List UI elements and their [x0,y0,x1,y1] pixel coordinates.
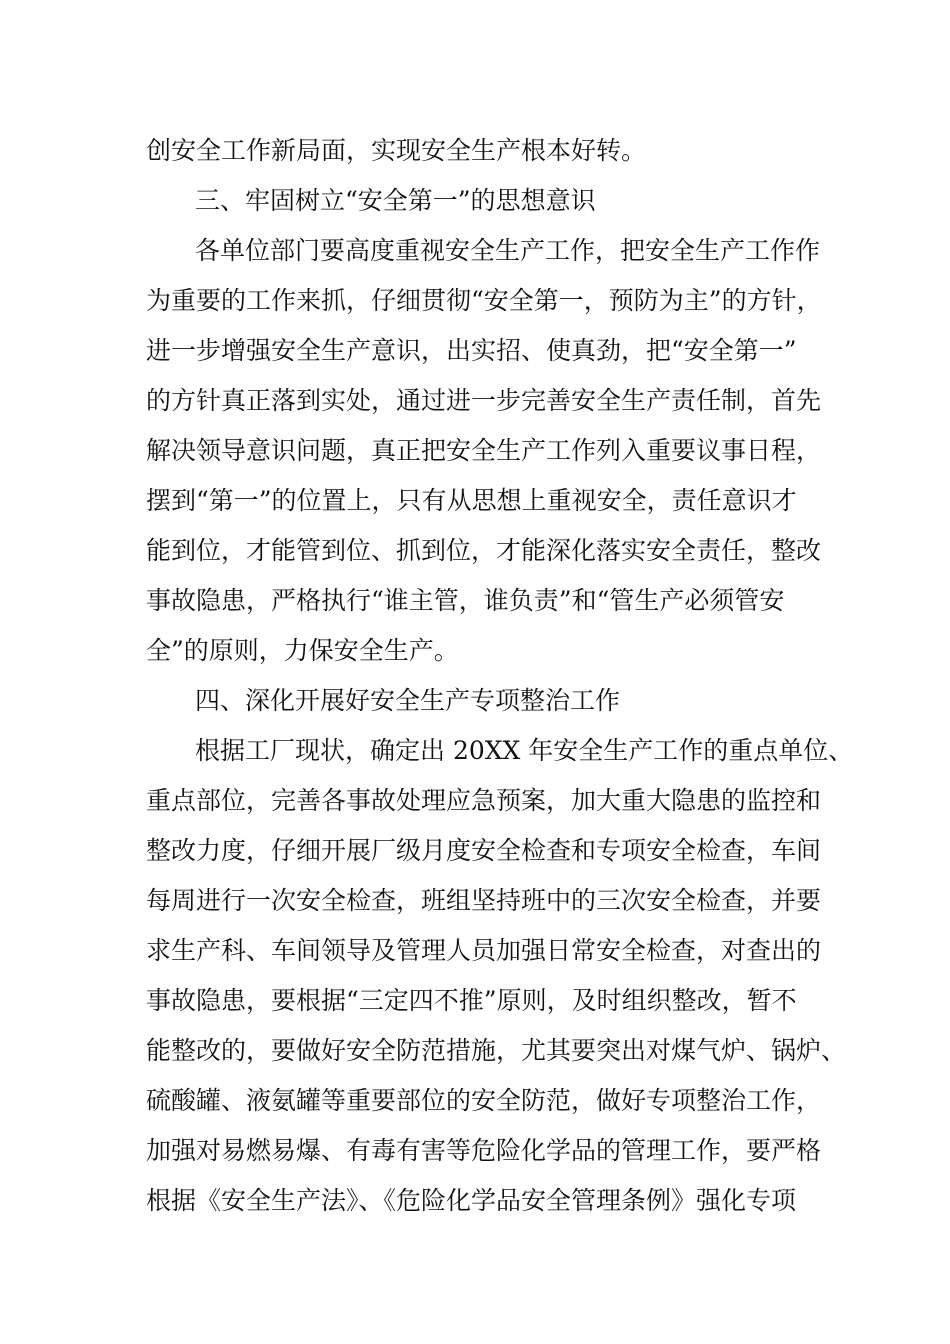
text-line: 摆到“第一”的位置上，只有从思想上重视安全，责任意识才 [146,486,797,515]
text-line: 创安全工作新局面，实现安全生产根本好转。 [146,136,647,165]
text-line: 的方针真正落到实处，通过进一步完善安全生产责任制，首先 [146,386,822,415]
section-heading-4: 四、深化开展好安全生产专项整治工作 [195,686,621,715]
text-line: 能到位，才能管到位、抓到位，才能深化落实安全责任，整改 [146,536,822,565]
text-line: 全”的原则，力保安全生产。 [146,636,459,665]
text-line: 硫酸罐、液氨罐等重要部位的安全防范，做好专项整治工作， [146,1086,822,1115]
section-heading-3: 三、牢固树立“安全第一”的思想意识 [195,186,596,215]
paragraph-start: 根据工厂现状，确定出 20XX 年安全生产工作的重点单位、 [195,736,854,765]
paragraph-start: 各单位部门要高度重视安全生产工作，把安全生产工作作 [195,236,821,265]
text-line: 整改力度，仔细开展厂级月度安全检查和专项安全检查，车间 [146,836,822,865]
text-line: 每周进行一次安全检查，班组坚持班中的三次安全检查，并要 [146,886,822,915]
text-line: 为重要的工作来抓，仔细贯彻“安全第一，预防为主”的方针， [146,286,822,315]
text-line: 重点部位，完善各事故处理应急预案，加大重大隐患的监控和 [146,786,822,815]
text-line: 加强对易燃易爆、有毒有害等危险化学品的管理工作，要严格 [146,1136,822,1165]
text-line: 根据《安全生产法》、《危险化学品安全管理条例》强化专项 [146,1186,797,1215]
text-line: 事故隐患，严格执行“谁主管，谁负责”和“管生产必须管安 [146,586,785,615]
text-line: 进一步增强安全生产意识，出实招、使真劲，把“安全第一” [146,336,797,365]
text-line: 能整改的，要做好安全防范措施，尤其要突出对煤气炉、锅炉、 [146,1036,847,1065]
text-line: 事故隐患，要根据“三定四不推”原则，及时组织整改，暂不 [146,986,797,1015]
text-line: 解决领导意识问题，真正把安全生产工作列入重要议事日程， [146,436,822,465]
text-line: 求生产科、车间领导及管理人员加强日常安全检查，对查出的 [146,936,822,965]
